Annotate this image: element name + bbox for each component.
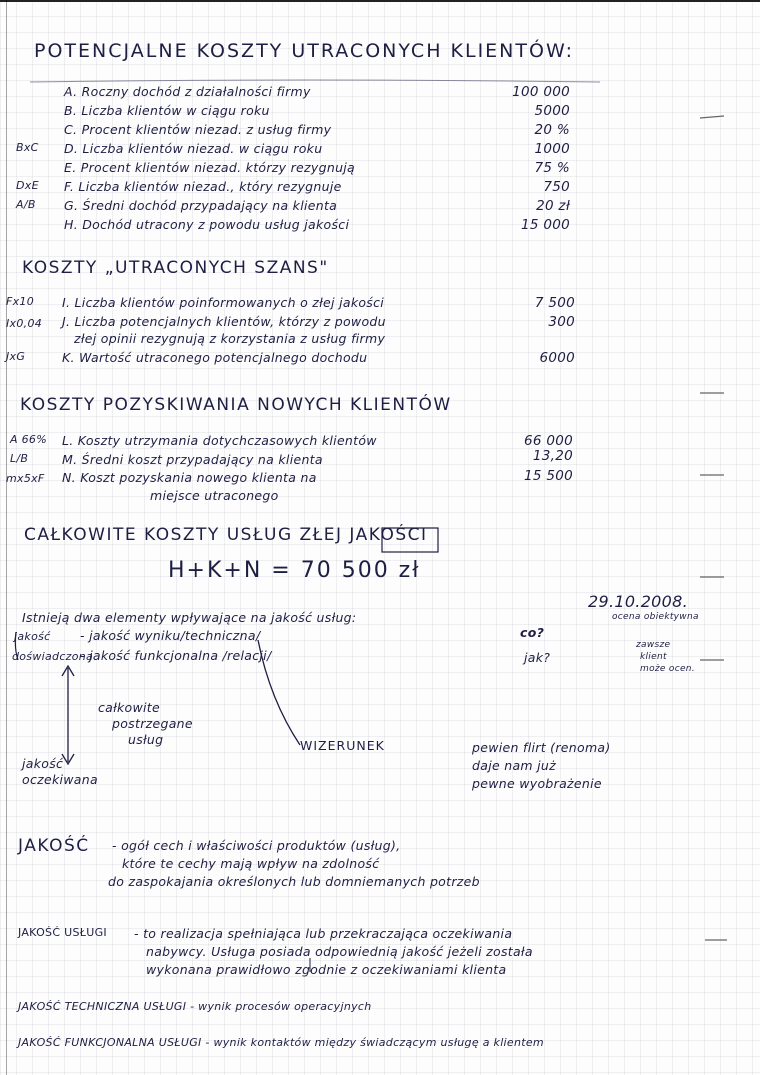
section1-item-h: H. Dochód utracony z powodu usług jakości xyxy=(64,217,350,232)
section3-title: KOSZTY POZYSKIWANIA NOWYCH KLIENTÓW xyxy=(20,395,452,415)
section1-value-h: 15 000 xyxy=(520,217,570,233)
def-techniczna: JAKOŚĆ TECHNICZNA USŁUGI - wynik procesów operacyjnych xyxy=(18,1000,372,1013)
note-uslugi: usług xyxy=(128,732,164,747)
section1-value-f: 750 xyxy=(543,179,570,195)
section1-label-g: A/B xyxy=(16,198,36,211)
section1-item-c: C. Procent klientów niezad. z usług firmy xyxy=(64,122,332,137)
section3-label-n: mx5xF xyxy=(6,472,45,485)
note-oczekiwana: oczekiwana xyxy=(22,772,98,787)
section3-value-l: 66 000 xyxy=(523,433,573,449)
section3-label-l: A 66% xyxy=(10,433,47,446)
note-jakosc-ocz: jakość xyxy=(22,756,64,771)
section1-value-a: 100 000 xyxy=(512,84,570,100)
section1-label-f: DxE xyxy=(16,179,39,192)
note-renoma1: pewien flirt (renoma) xyxy=(472,740,611,755)
note-klient: klient xyxy=(640,652,667,662)
def-uslugi-line2: nabywcy. Usługa posiada odpowiednią jakość jeżeli została xyxy=(146,944,533,959)
section2-label-j: Ix0,04 xyxy=(6,317,43,330)
note-moze: może ocen. xyxy=(640,664,695,674)
section1-value-e: 75 % xyxy=(534,160,570,176)
section1-item-g: G. Średni dochód przypadający na klienta xyxy=(64,198,338,213)
section2-label-i: Fx10 xyxy=(6,295,35,308)
note-co: co? xyxy=(520,625,545,640)
note-line1: Istnieją dwa elementy wpływające na jakość usług: xyxy=(22,610,357,625)
section2-title: KOSZTY „UTRACONYCH SZANS" xyxy=(22,258,329,278)
section2-item-i: I. Liczba klientów poinformowanych o złej jakości xyxy=(62,295,385,310)
note-renoma2: daje nam już xyxy=(472,758,557,773)
note-funkc: - jakość funkcjonalna /relacji/ xyxy=(80,648,272,663)
note-wizerunek: WIZERUNEK xyxy=(300,738,385,753)
note-jakosc-left: jakość xyxy=(14,630,51,643)
note-doswiadczona: doświadczona xyxy=(12,650,94,663)
section2-value-j: 300 xyxy=(548,314,575,330)
def-funkcjonalna: JAKOŚĆ FUNKCJONALNA USŁUGI - wynik kontaktów między świadczącym usługę a klientem xyxy=(18,1036,544,1049)
section3-label-m: L/B xyxy=(10,452,29,465)
note-zawsze: zawsze xyxy=(636,640,671,650)
note-date: 29.10.2008. xyxy=(588,592,688,611)
note-renoma3: pewne wyobrażenie xyxy=(472,776,602,791)
def-jakosc-term: JAKOŚĆ xyxy=(18,836,90,856)
section1-item-a: A. Roczny dochód z działalności firmy xyxy=(64,84,311,99)
section2-item-j: J. Liczba potencjalnych klientów, którzy z powodu xyxy=(62,314,386,329)
section3-value-m: 13,20 xyxy=(532,448,573,464)
section3-item-m: M. Średni koszt przypadający na klienta xyxy=(62,452,323,467)
def-uslugi-line3: wykonana prawidłowo zgodnie z oczekiwaniami klienta xyxy=(146,962,507,977)
section3-item-n: N. Koszt pozyskania nowego klienta na xyxy=(62,470,317,485)
section2-item-k: K. Wartość utraconego potencjalnego dochodu xyxy=(62,350,368,365)
section1-value-c: 20 % xyxy=(534,122,570,138)
section1-value-b: 5000 xyxy=(534,103,570,119)
total-title: CAŁKOWITE KOSZTY USŁUG ZŁEJ JAKOŚCI xyxy=(24,525,428,545)
note-ocena: ocena obiektywna xyxy=(612,612,699,622)
section1-item-b: B. Liczba klientów w ciągu roku xyxy=(64,103,270,118)
section3-item-n-cont: miejsce utraconego xyxy=(150,488,279,503)
section1-title: POTENCJALNE KOSZTY UTRACONYCH KLIENTÓW: xyxy=(34,40,575,62)
def-jakosc-line3: do zaspokajania określonych lub domniemanych potrzeb xyxy=(108,874,480,889)
note-jak: jak? xyxy=(524,650,551,665)
total-formula: H+K+N = 70 500 zł xyxy=(168,558,421,583)
section1-item-e: E. Procent klientów niezad. którzy rezygnują xyxy=(64,160,356,175)
section1-value-d: 1000 xyxy=(534,141,570,157)
def-uslugi-term: JAKOŚĆ USŁUGI xyxy=(18,926,107,939)
section2-value-i: 7 500 xyxy=(534,295,575,311)
section1-item-d: D. Liczba klientów niezad. w ciągu roku xyxy=(64,141,323,156)
section2-label-k: JxG xyxy=(6,350,26,363)
section1-item-f: F. Liczba klientów niezad., który rezygnuje xyxy=(64,179,342,194)
def-uslugi-line1: - to realizacja spełniająca lub przekraczająca oczekiwania xyxy=(134,926,513,941)
section2-item-j-cont: złej opinii rezygnują z korzystania z usług firmy xyxy=(74,331,386,346)
section1-label-d: BxC xyxy=(16,141,39,154)
def-jakosc-line2: które te cechy mają wpływ na zdolność xyxy=(122,856,380,871)
def-jakosc-line1: - ogół cech i właściwości produktów (usług), xyxy=(112,838,401,853)
note-calkowite: całkowite xyxy=(98,700,160,715)
section2-value-k: 6000 xyxy=(539,350,575,366)
section3-item-l: L. Koszty utrzymania dotychczasowych klientów xyxy=(62,433,377,448)
section3-value-n: 15 500 xyxy=(523,468,573,484)
note-wynik: - jakość wyniku/techniczna/ xyxy=(80,628,261,643)
section1-value-g: 20 zł xyxy=(536,198,570,214)
note-postrzegane: postrzegane xyxy=(112,716,193,731)
